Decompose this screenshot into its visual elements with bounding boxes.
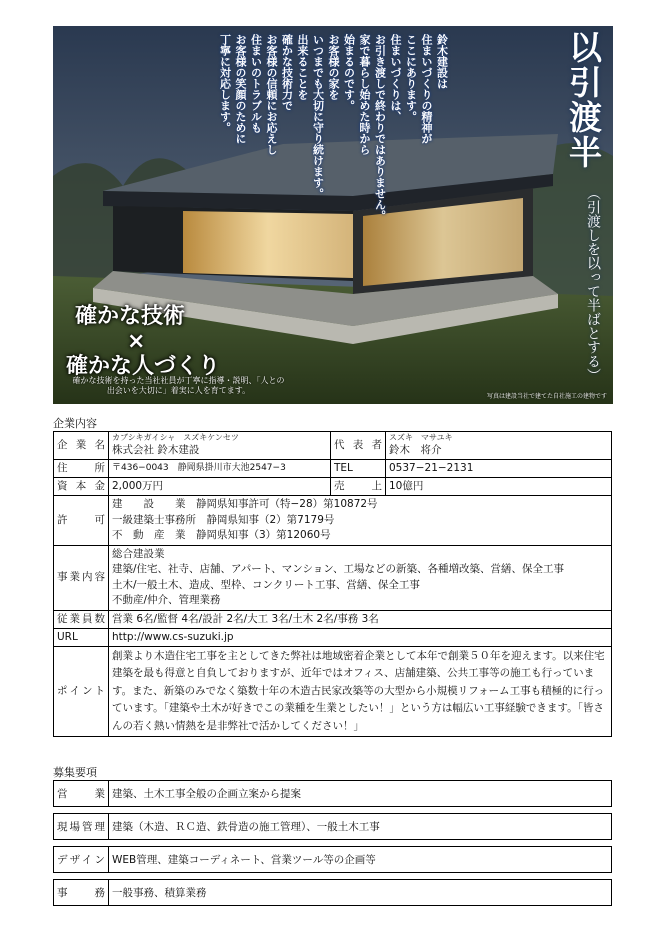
rep-name: 鈴木 将介 [389,444,442,456]
table-row [54,646,612,737]
business-item: 総合建設業 [112,547,165,560]
poem-line: いつまでも大切に守り続けます。 [311,34,325,199]
company-section-title: 企業内容 [53,417,97,430]
point-text: 創業より木造住宅工事を主としてきた弊社は地域密着企業として本年で創業５０年を迎えます。以来住宅建築を最も得意と自負しておりますが、近年ではオフィス、店舗建築、公共工事等の施工も行っています。また、新築のみでなく築数十年の木造古民家改築等の大型から小規模リフォーム工事も積極的に行っています。「建築や土木が好きでこの業種を生業としたい！」という方は幅広い工事経験できます。「皆さんの若く熱い情熱を是非弊社で活かしてください！」 [109,646,612,737]
recruit-table [53,780,612,906]
recruit-label-site: 現場管理 [54,814,109,840]
recruit-label-sales: 営業 [54,781,109,807]
poem-line: ここにあります。 [404,34,418,122]
table-row [54,478,612,496]
company-name-cell [109,432,331,460]
address-label: 住所 [54,460,109,478]
recruit-value-sales: 建築、土木工事全般の企画立案から提案 [109,781,612,807]
photo-note: 写真は建設当社で建てた自社施工の建物です [486,393,607,400]
capital-label: 資本金 [54,478,109,496]
recruit-value-site: 建築（木造、ＲＣ造、鉄骨造の施工管理）、一般土木工事 [109,814,612,840]
company-name-kana: カブシキガイシャ スズキケンセツ [112,433,239,442]
license-item: 一級建築士事務所 静岡県知事（2）第7179号 [112,513,335,526]
table-row [54,460,612,478]
point-label: ポイント [54,646,109,737]
table-row [54,814,612,840]
recruit-value-office: 一般事務、積算業務 [109,880,612,906]
table-row [54,545,612,610]
sales-value: 10億円 [386,478,612,496]
url-link[interactable]: http://www.cs-suzuki.jp [109,628,612,646]
poem-line: 住まいづくりの精神が [420,34,433,144]
company-name: 株式会社 鈴木建設 [112,444,200,456]
recruit-section-title: 募集要項 [53,766,97,779]
table-row [54,496,612,546]
sales-label: 売上 [331,478,386,496]
poem-line: 確かな技術力で [280,34,294,111]
slogan-line-2: 確かな人づくり [66,354,221,379]
poem-line: 丁寧に対応します。 [218,34,232,133]
license-item: 不 動 産 業 静岡県知事（3）第12060号 [112,529,331,541]
poem-line: お客様の笑顔のために [234,34,247,144]
business-item: 土木/一般土木、造成、型枠、コンクリート工事、営繕、保全工事 [112,578,420,591]
poem-line: 鈴木建設は [435,34,449,89]
poem-line: お引き渡しで終わりではありません。 [373,34,387,221]
hero-photo [53,26,613,404]
slogan [66,304,221,379]
poem-line: お客様の家を [327,34,340,100]
license-label: 許可 [54,496,109,546]
rep-label: 代表者 [331,432,386,460]
hero-caption: 確かな技術を持った当社社員が丁寧に指導・説明、「人との出会いを大切に」着実に人を育てます。 [72,376,285,395]
business-item: 建築/住宅、社寺、店舗、アパート、マンション、工場などの新築、各種増改築、営繕、保全工事 [112,563,564,575]
motto-subtitle: （引渡しを以って半ばとする） [585,186,601,382]
table-row [54,880,612,906]
poem-line: 出来ることを [296,34,309,100]
motto-title: 以引渡半 [564,30,603,170]
rep-kana: スズキ マサユキ [389,433,453,442]
recruit-label-design: デザイン [54,847,109,873]
poem-line: 住まいづくりは、 [389,34,402,122]
name-label: 企業名 [54,432,109,460]
poem-line: 住まいのトラブルも [249,34,263,133]
staff-value: 営業 6名/監督 4名/設計 2名/大工 3名/土木 2名/事務 3名 [109,610,612,628]
table-row [54,781,612,807]
table-row [54,610,612,628]
rep-cell [386,432,612,460]
tel-label: TEL [331,460,386,478]
company-table [53,431,612,737]
poem-line: お客様の信頼にお応えし [265,34,278,155]
poem-line: 始まるのです。 [342,34,356,111]
poem-line: 家で暮らし始めた時から [358,34,371,155]
staff-label: 従業員数 [54,610,109,628]
business-item: 不動産/仲介、管理業務 [112,594,221,606]
recruit-label-office: 事務 [54,880,109,906]
license-item: 建 設 業 静岡県知事許可（特−28）第10872号 [112,498,378,510]
tel-value: 0537−21−2131 [386,460,612,478]
table-row [54,628,612,646]
table-row [54,432,612,460]
table-row [54,847,612,873]
business-list [109,545,612,610]
slogan-line-1: 確かな技術 [75,304,186,329]
url-label: URL [54,628,109,646]
license-list [109,496,612,546]
recruit-value-design: WEB管理、建築コーディネート、営業ツール等の企画等 [109,847,612,873]
philosophy-poem [217,34,465,354]
business-label: 事業内容 [54,545,109,610]
slogan-cross: × [127,329,146,354]
capital-value: 2,000万円 [109,478,331,496]
address-value: 〒436−0043 静岡県掛川市大池2547−3 [109,460,331,478]
